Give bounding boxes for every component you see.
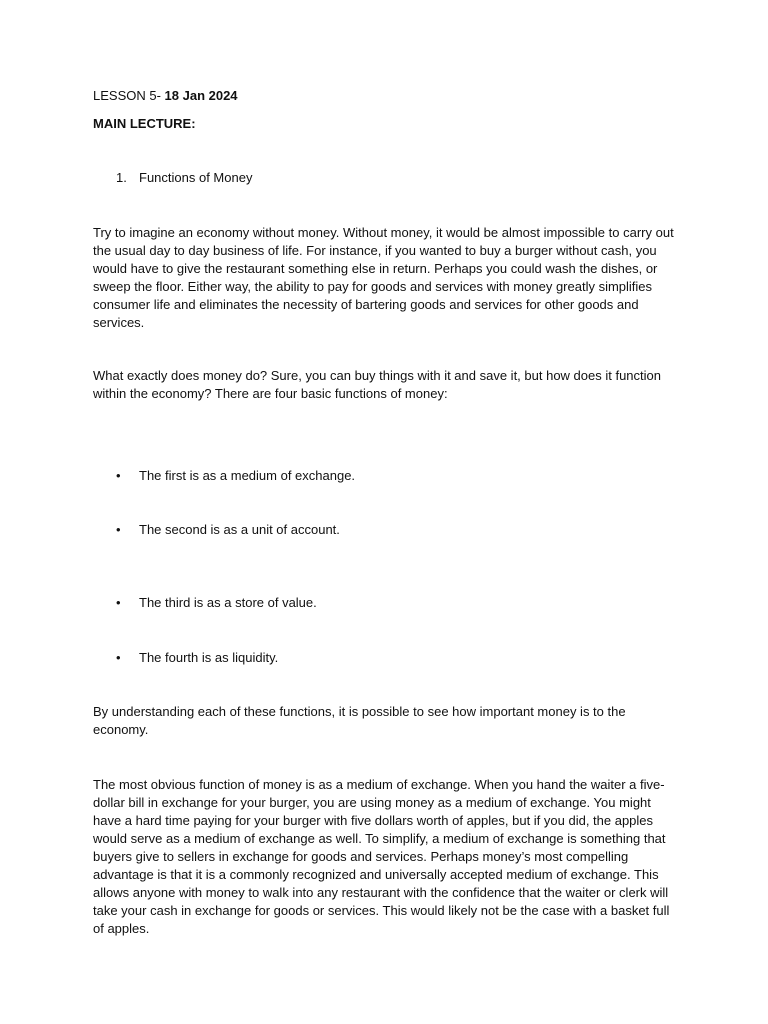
- paragraph-medium-of-exchange: The most obvious function of money is as a medium of exchange. When you hand the waiter a five-dollar bill in exchange for your burger, you are using money as a medium of exchange. You might have a hard time paying for your burger with five dollars worth of apples, but if you did, the apples would serve as a medium of exchange as well. To simplify, a medium of exchange is something that buyers give to sellers in exchange for goods and services. Perhaps money’s most compelling advantage is that it is a commonly recognized and universally accepted medium of exchange. This allows anyone with money to walk into any restaurant with the confidence that the waiter or clerk will take your cash in exchange for goods or services. This would likely not be the case with a basket full of apples.: [93, 777, 670, 936]
- lesson-date: 18 Jan 2024: [164, 88, 238, 103]
- bullet-item-unit-of-account: The second is as a unit of account.: [139, 522, 340, 537]
- paragraph-question: What exactly does money do? Sure, you can buy things with it and save it, but how does it function within the economy? There are four basic functions of money:: [93, 368, 661, 401]
- bullet-marker: •: [116, 595, 121, 610]
- bullet-marker: •: [116, 522, 121, 537]
- main-lecture-heading: MAIN LECTURE:: [93, 116, 196, 131]
- paragraph-understanding: By understanding each of these functions, it is possible to see how important money is to the economy.: [93, 704, 626, 737]
- section-number: 1.: [116, 170, 127, 185]
- bullet-item-store-of-value: The third is as a store of value.: [139, 595, 317, 610]
- bullet-item-liquidity: The fourth is as liquidity.: [139, 650, 279, 665]
- bullet-item-medium-of-exchange: The first is as a medium of exchange.: [139, 468, 356, 483]
- lesson-heading: [93, 87, 238, 105]
- bullet-marker: •: [116, 650, 121, 665]
- paragraph-intro: Try to imagine an economy without money. Without money, it would be almost impossible to carry out the usual day to day business of life. For instance, if you wanted to buy a burger without cash, you would have to give the restaurant something else in return. Perhaps you could wash the dishes, or sweep the floor. Either way, the ability to pay for goods and services with money greatly simplifies consumer life and eliminates the necessity of bartering goods and services for other goods and services.: [93, 225, 674, 330]
- section-title: Functions of Money: [139, 170, 253, 185]
- bullet-marker: •: [116, 468, 121, 483]
- lesson-prefix: LESSON 5-: [93, 88, 165, 103]
